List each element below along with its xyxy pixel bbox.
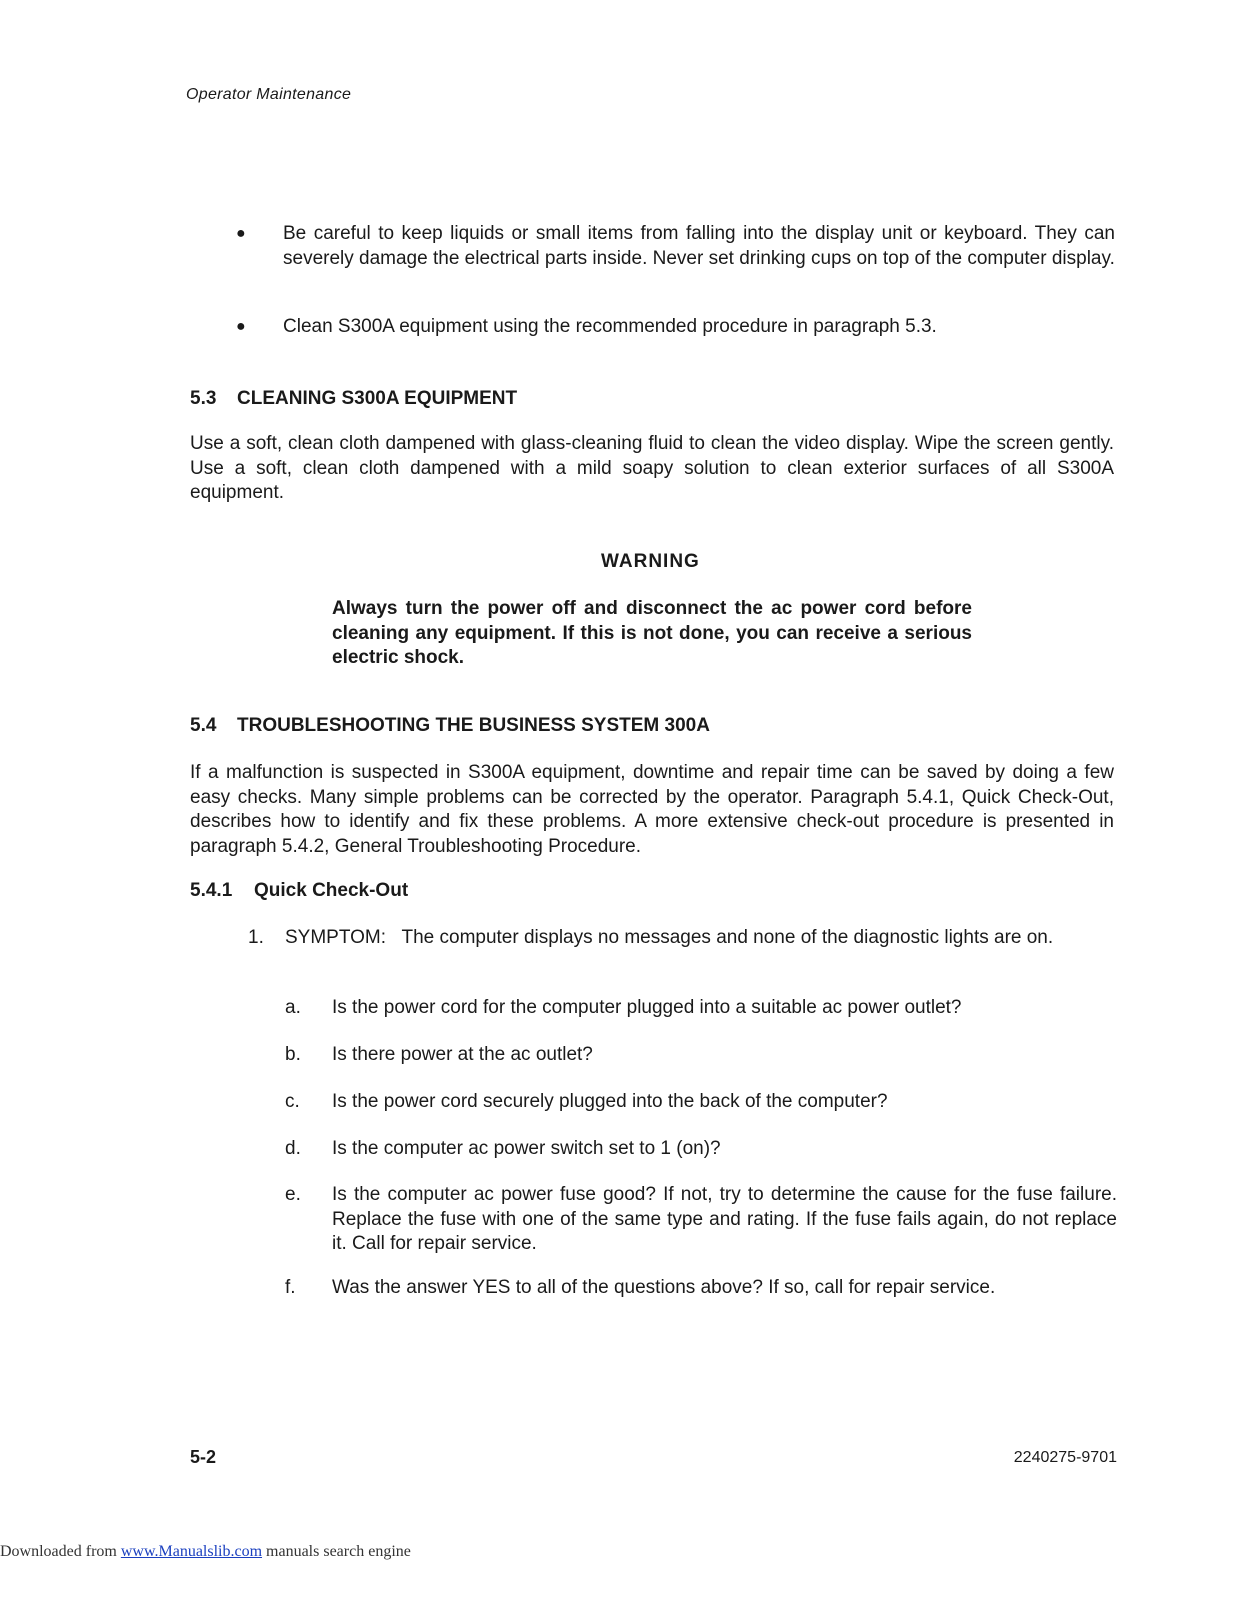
item-text: Is the power cord for the computer plugged into a suitable ac power outlet? — [332, 997, 962, 1018]
section-number: 5.3 — [190, 388, 217, 409]
subsection-number: 5.4.1 — [190, 880, 233, 901]
item-letter: a. — [285, 997, 301, 1018]
item-letter: e. — [285, 1184, 301, 1205]
section-heading — [190, 715, 710, 737]
manualslib-link[interactable]: www.Manualslib.com — [120, 1543, 263, 1560]
warning-body: Always turn the power off and disconnect the ac power cord before cleaning any equipment. If this is not done, you can receive a serious electric shock. — [332, 598, 972, 668]
subsection-heading — [190, 880, 408, 902]
section-title: TROUBLESHOOTING THE BUSINESS SYSTEM 300A — [237, 715, 710, 736]
bullet-text: Clean S300A equipment using the recommended procedure in paragraph 5.3. — [283, 316, 937, 337]
bullet-icon: ● — [236, 225, 246, 242]
item-text: Is the computer ac power fuse good? If not, try to determine the cause for the fuse failure. Replace the fuse with one of the same type and rating. If the fuse fails again, do not replace it. Call for repair service. — [332, 1184, 1117, 1254]
section-title: CLEANING S300A EQUIPMENT — [237, 388, 518, 409]
symptom-number: 1. — [248, 927, 264, 948]
item-text: Is the computer ac power switch set to 1 (on)? — [332, 1138, 721, 1159]
symptom-text: SYMPTOM: The computer displays no messages and none of the diagnostic lights are on. — [285, 927, 1054, 948]
item-letter: c. — [285, 1091, 300, 1112]
document-number: 2240275-9701 — [1013, 1449, 1117, 1466]
section-body: Use a soft, clean cloth dampened with glass-cleaning fluid to clean the video display. Wipe the screen gently. Use a soft, clean cloth dampened with a mild soapy solution to clean exterior surfaces of all S300A equipment. — [190, 433, 1114, 503]
footer-prefix: Downloaded from — [0, 1543, 121, 1560]
item-text: Was the answer YES to all of the questions above? If so, call for repair service. — [332, 1277, 996, 1298]
bullet-text: Be careful to keep liquids or small items from falling into the display unit or keyboard. They can severely damage the electrical parts inside. Never set drinking cups on top of the computer display. — [283, 223, 1115, 269]
footer-suffix: manuals search engine — [262, 1543, 411, 1560]
section-number: 5.4 — [190, 715, 217, 736]
subsection-title: Quick Check-Out — [254, 880, 409, 901]
section-body: If a malfunction is suspected in S300A equipment, downtime and repair time can be saved by doing a few easy checks. Many simple problems can be corrected by the operator. Paragraph 5.4.1, Quick Check-Out, describes how to identify and fix these problems. A more extensive check-out procedure is presented in paragraph 5.4.2, General Troubleshooting Procedure. — [190, 762, 1114, 857]
download-footer — [0, 1543, 411, 1561]
bullet-icon: ● — [236, 318, 246, 335]
item-letter: f. — [285, 1277, 296, 1298]
section-heading — [190, 388, 517, 410]
warning-title: WARNING — [601, 551, 700, 572]
item-letter: d. — [285, 1138, 301, 1159]
item-text: Is there power at the ac outlet? — [332, 1044, 593, 1065]
item-text: Is the power cord securely plugged into the back of the computer? — [332, 1091, 888, 1112]
page-number: 5-2 — [190, 1447, 217, 1467]
page-header: Operator Maintenance — [186, 86, 352, 103]
item-letter: b. — [285, 1044, 301, 1065]
